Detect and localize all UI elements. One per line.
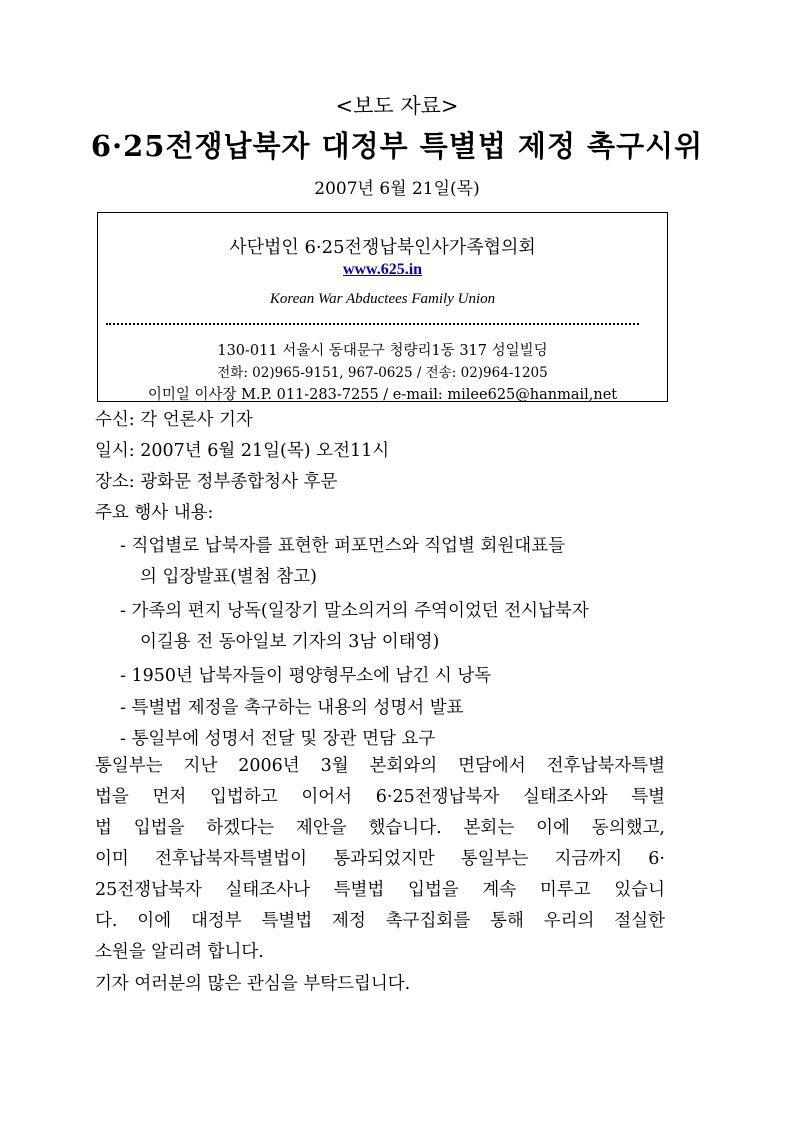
organization-english-name: Korean War Abductees Family Union: [269, 291, 496, 307]
dotted-divider: [106, 323, 639, 325]
paragraph-line: 이미 전후납북자특별법이 통과되었지만 통일부는 지금까지 6·: [95, 849, 665, 869]
organization-box: [97, 212, 668, 402]
event-item-5: - 통일부에 성명서 전달 및 장관 면담 요구: [120, 729, 436, 749]
page-title: 6·25전쟁납북자 대정부 특별법 제정 촉구시위: [90, 129, 704, 163]
place-line: 장소: 광화문 정부종합청사 후문: [95, 472, 338, 492]
paragraph-line: 통일부는 지난 2006년 3월 본회와의 면담에서 전후납북자특별: [95, 756, 665, 776]
main-paragraph: [95, 751, 665, 968]
website-link[interactable]: www.625.in: [342, 261, 423, 278]
datetime-line: 일시: 2007년 6월 21일(목) 오전11시: [95, 441, 390, 461]
event-item-2-cont: 이길용 전 동아일보 기자의 3남 이태영): [140, 632, 440, 652]
paragraph-line: 소원을 알리려 합니다.: [95, 942, 264, 962]
events-heading: 주요 행사 내용:: [95, 503, 214, 523]
event-item-2: - 가족의 편지 낭독(일장기 말소의거의 주역이었던 전시납북자: [120, 601, 589, 621]
closing-line: 기자 여러분의 많은 관심을 부탁드립니다.: [95, 974, 411, 994]
release-date: 2007년 6월 21일(목): [314, 179, 480, 199]
press-release-label: <보도 자료>: [335, 94, 459, 118]
organization-name: 사단법인 6·25전쟁납북인사가족협의회: [229, 237, 536, 258]
organization-phone: 전화: 02)965-9151, 967-0625 / 전송: 02)964-1205: [217, 365, 548, 381]
paragraph-line: 25전쟁납북자 실태조사나 특별법 입법을 계속 미루고 있습니: [95, 880, 665, 900]
organization-address: 130-011 서울시 동대문구 청량리1동 317 성일빌딩: [217, 343, 548, 359]
event-item-3: - 1950년 납북자들이 평양형무소에 남긴 시 낭독: [120, 666, 492, 686]
event-item-1-cont: 의 입장발표(별첨 참고): [140, 567, 317, 587]
event-item-4: - 특별법 제정을 촉구하는 내용의 성명서 발표: [120, 698, 464, 718]
recipient-line: 수신: 각 언론사 기자: [95, 410, 253, 430]
paragraph-line: 다. 이에 대정부 특별법 제정 촉구집회를 통해 우리의 절실한: [95, 911, 665, 931]
paragraph-line: 법을 먼저 입법하고 이어서 6·25전쟁납북자 실태조사와 특별: [95, 787, 665, 807]
event-item-1: - 직업별로 납북자를 표현한 퍼포먼스와 직업별 회원대표들: [120, 536, 566, 556]
paragraph-line: 법 입법을 하겠다는 제안을 했습니다. 본회는 이에 동의했고,: [95, 818, 665, 838]
organization-contact: 이미일 이사장 M.P. 011-283-7255 / e-mail: milee625@hanmail,net: [147, 387, 618, 403]
